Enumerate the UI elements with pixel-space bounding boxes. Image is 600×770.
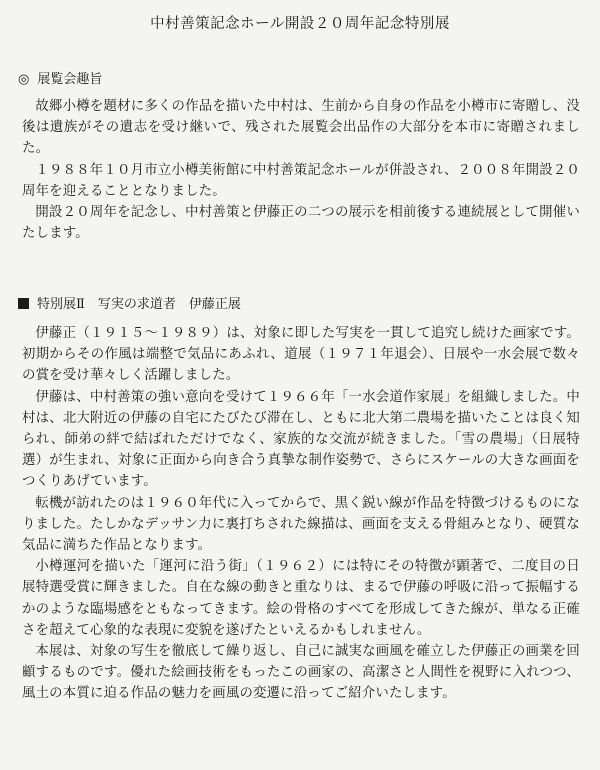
paragraph: 開設２０周年を記念し、中村善策と伊藤正の二つの展示を相前後する連続展として開催いたします。 [22, 205, 580, 242]
section-heading-exhibition [18, 293, 241, 312]
section-body-purpose [22, 96, 580, 244]
black-square-icon [18, 298, 29, 309]
paragraph: 伊藤は、中村善策の強い意向を受けて１９６６年「一水会道作家展」を組織しました。中村は、北大附近の伊藤の自宅にたびたび滞在し、ともに北大第二農場を描いたことは良く知られ、師弟の絆で結ばれただけでなく、家族的な交流が続きました。「雪の農場」（日展特選）が生まれ、対象に正面から向き合う真摯な制作姿勢で、さらにスケールの大きな画面をつくりあげています。 [22, 389, 580, 490]
section-heading-text: 展覧会趣旨 [37, 72, 103, 87]
paragraph: 故郷小樽を題材に多くの作品を描いた中村は、生前から自身の作品を小樽市に寄贈し、没後は遺族がその遺志を受け継いで、残された展覧会出品作の大部分を本市に寄贈されました。 [22, 99, 580, 157]
double-circle-icon: ◎ [18, 72, 30, 87]
paragraph: 小樽運河を描いた「運河に沿う街」（１９６２）には特にその特徴が顕著で、二度目の日展特選受賞に輝きました。自在な線の動きと重なりは、まるで伊藤の呼吸に沿って振幅するかのような臨場感をともなってきます。絵の骨格のすべてを形成してきた線が、単なる正確さを超えて心象的な表現に変貌を遂げたといえるかもしれません。 [22, 559, 580, 638]
section-body-exhibition [22, 323, 580, 705]
paragraph: 伊藤正（１９１５～１９８９）は、対象に即した写実を一貫して追究し続けた画家です。初期からその作風は端整で気品にあふれ、道展（１９７１年退会）、日展や一水会展で数々の賞を受け華々しく活躍しました。 [22, 326, 580, 384]
section-heading-text: 特別展Ⅱ 写実の求道者 伊藤正展 [37, 297, 241, 312]
section-heading-purpose [18, 68, 102, 87]
paragraph: 転機が訪れたのは１９６０年代に入ってからで、黒く鋭い線が作品を特徴づけるものになりました。たしかなデッサン力に裏打ちされた線描は、画面を支える骨組みとなり、硬質な気品に満ちた作品となります。 [22, 495, 580, 554]
document-title: 中村善策記念ホール開設２０周年記念特別展 [150, 16, 450, 32]
paragraph: １９８８年１０月市立小樽美術館に中村善策記念ホールが併設され、２００８年開設２０周年を迎えることとなりました。 [22, 162, 580, 199]
paragraph: 本展は、対象の写生を徹底して繰り返し、自己に誠実な画風を確立した伊藤正の画業を回顧するものです。優れた絵画技術をもったこの画家の、高潔さと人間性を視野に入れつつ、風土の本質に迫る作品の魅力を画風の変遷に沿ってご紹介いたします。 [22, 644, 580, 702]
